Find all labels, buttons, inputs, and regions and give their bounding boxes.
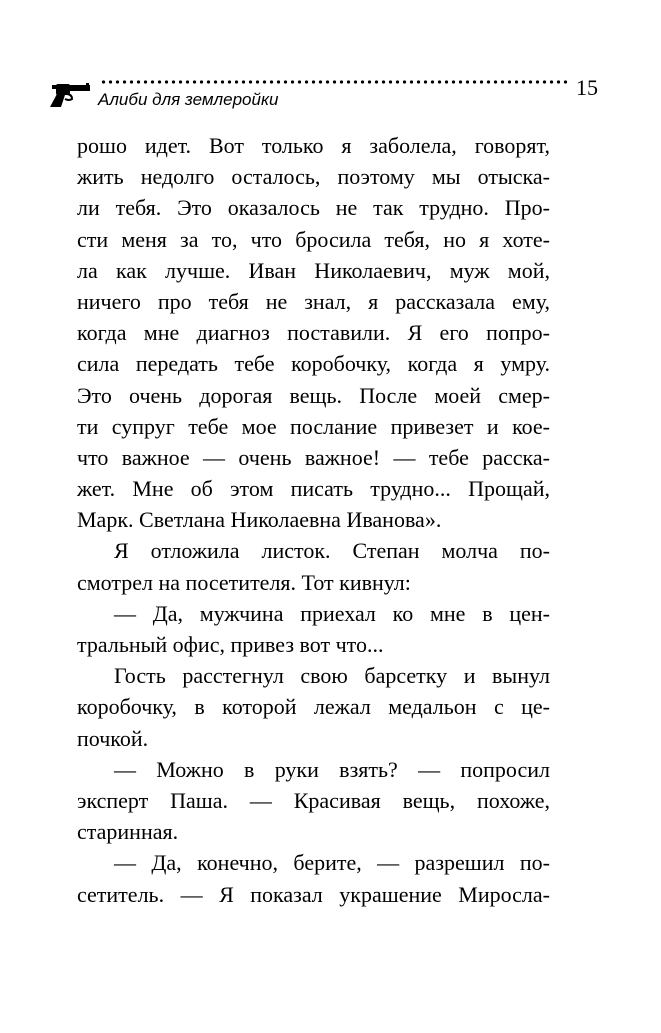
text-line: тральный офис, привез вот что... [77,632,384,657]
running-title: Алиби для землеройки [98,90,279,109]
text-line: Это очень дорогая вещь. После моей смер- [77,382,550,408]
text-line: — Можно в руки взять? — попросил [114,756,550,782]
page-number: 15 [576,75,598,100]
text-line: сила передать тебе коробочку, когда я умру. [77,351,550,377]
text-line: эксперт Паша. — Красивая вещь, похоже, [77,787,550,813]
running-header [48,72,608,116]
text-line: старинная. [77,819,179,845]
text-line: сетитель. — Я показал украшение Миросла- [77,881,550,907]
revolver-icon [48,82,92,108]
text-line: жить недолго осталось, поэтому мы отыска- [77,164,550,190]
text-line: что важное — очень важное! — тебе расска- [77,444,550,470]
text-line: ти супруг тебе мое послание привезет и кое- [77,413,550,439]
text-line: Марк. Светлана Николаевна Иванова». [77,507,442,533]
text-line: коробочку, в которой лежал медальон с це- [77,694,550,720]
text-line: когда мне диагноз поставили. Я его попро- [77,320,550,346]
text-line: — Да, мужчина приехал ко мне в цен- [114,600,550,626]
text-line: сти меня за то, что бросила тебя, но я хоте- [77,226,550,252]
body-text [77,130,550,910]
text-line: смотрел на посетителя. Тот кивнул: [77,569,411,595]
text-line: ли тебя. Это оказалось не так трудно. Про- [77,195,550,221]
text-line: Я отложила листок. Степан молча по- [114,538,550,564]
text-line: рошо идет. Вот только я заболела, говорят, [77,133,550,158]
dotted-rule [100,80,570,84]
text-line: ла как лучше. Иван Николаевич, муж мой, [77,257,550,283]
text-line: — Да, конечно, берите, — разрешил по- [114,850,550,876]
text-line: жет. Мне об этом писать трудно... Прощай, [77,476,550,502]
text-line: Гость расстегнул свою барсетку и вынул [114,663,550,689]
text-line: ничего про тебя не знал, я рассказала ему, [77,288,550,314]
text-line: почкой. [77,725,149,751]
